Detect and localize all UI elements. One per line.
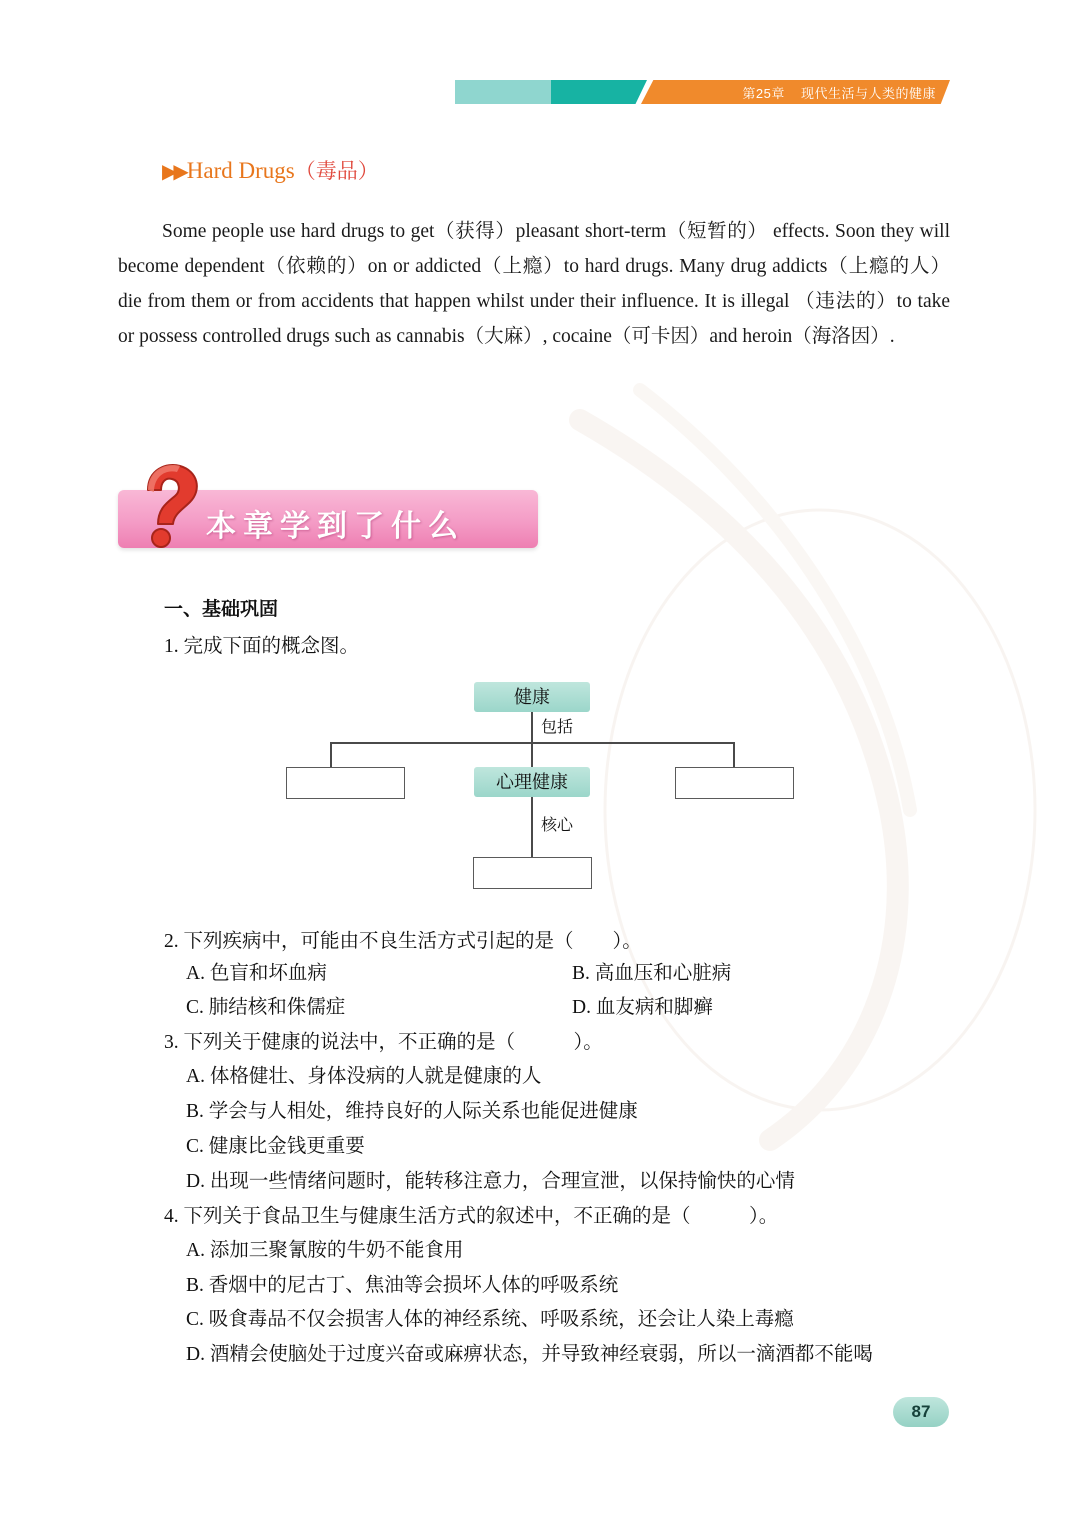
concept-edge-label-core: 核心: [538, 812, 576, 835]
question-4-stem: 4. 下列关于食品卫生与健康生活方式的叙述中，不正确的是（ ）。: [164, 1206, 779, 1227]
section-heading-en: Hard Drugs: [186, 158, 295, 183]
concept-edge-left-drop: [330, 742, 332, 767]
question-2-option-c[interactable]: C. 肺结核和侏儒症: [186, 997, 346, 1018]
page-number: 87: [893, 1397, 949, 1427]
concept-edge-right-drop: [733, 742, 735, 767]
question-mark-icon: [128, 460, 208, 556]
double-arrow-icon: ▶▶: [162, 161, 185, 183]
question-2-option-a[interactable]: A. 色盲和坏血病: [186, 963, 327, 984]
banner-title: 本章学到了什么: [206, 510, 465, 543]
concept-node-blank-bottom[interactable]: [473, 857, 592, 889]
header-ribbon-teal: [551, 80, 647, 104]
concept-map: [300, 672, 780, 907]
question-2-option-d[interactable]: D. 血友病和脚癣: [572, 997, 713, 1018]
concept-edge-center-drop: [531, 742, 533, 767]
concept-node-mental-health: 心理健康: [474, 767, 590, 797]
question-4-option-b[interactable]: B. 香烟中的尼古丁、焦油等会损坏人体的呼吸系统: [186, 1275, 619, 1296]
question-3-stem: 3. 下列关于健康的说法中，不正确的是（ ）。: [164, 1032, 603, 1053]
concept-edge-root-down: [531, 712, 533, 742]
question-2-stem: 2. 下列疾病中，可能由不良生活方式引起的是（ ）。: [164, 931, 642, 952]
question-4-option-d[interactable]: D. 酒精会使脑处于过度兴奋或麻痹状态，并导致神经衰弱，所以一滴酒都不能喝: [186, 1344, 873, 1365]
section-heading: [162, 155, 379, 185]
header-chapter-label: 第25章: [742, 86, 785, 101]
concept-node-blank-left[interactable]: [286, 767, 405, 799]
question-2-option-b[interactable]: B. 高血压和心脏病: [572, 963, 732, 984]
concept-edge-core: [531, 797, 533, 857]
question-3-option-b[interactable]: B. 学会与人相处，维持良好的人际关系也能促进健康: [186, 1101, 638, 1122]
question-4-option-a[interactable]: A. 添加三聚氰胺的牛奶不能食用: [186, 1240, 464, 1261]
question-4-option-c[interactable]: C. 吸食毒品不仅会损害人体的神经系统、呼吸系统，还会让人染上毒瘾: [186, 1309, 794, 1330]
chapter-header: [455, 80, 950, 104]
concept-node-blank-right[interactable]: [675, 767, 794, 799]
header-ribbon-light: [455, 80, 555, 104]
question-1-stem: 1. 完成下面的概念图。: [164, 636, 360, 657]
concept-node-root: 健康: [474, 682, 590, 712]
chapter-summary-banner: [118, 460, 548, 560]
concept-edge-label-includes: 包括: [538, 714, 576, 737]
section-heading-cn: （毒品）: [294, 159, 379, 183]
header-text: [742, 83, 936, 102]
question-3-option-d[interactable]: D. 出现一些情绪问题时，能转移注意力，合理宣泄，以保持愉快的心情: [186, 1171, 795, 1192]
header-title-label: 现代生活与人类的健康: [800, 86, 936, 101]
question-3-option-c[interactable]: C. 健康比金钱更重要: [186, 1136, 365, 1157]
exercise-section-title: 一、基础巩固: [164, 599, 279, 620]
question-3-option-a[interactable]: A. 体格健壮、身体没病的人就是健康的人: [186, 1066, 542, 1087]
english-paragraph: Some people use hard drugs to get（获得）pleasant short-term（短暂的） effects. Soon they will become dependent（依赖的）on or addicted（上瘾）to hard drugs. Many drug addicts（上瘾的人） die from them or from accidents that happen whilst under their influence. It is illegal （违法的）to take or possess controlled drugs such as cannabis（大麻）, cocaine（可卡因）and heroin（海洛因）.: [118, 221, 950, 347]
